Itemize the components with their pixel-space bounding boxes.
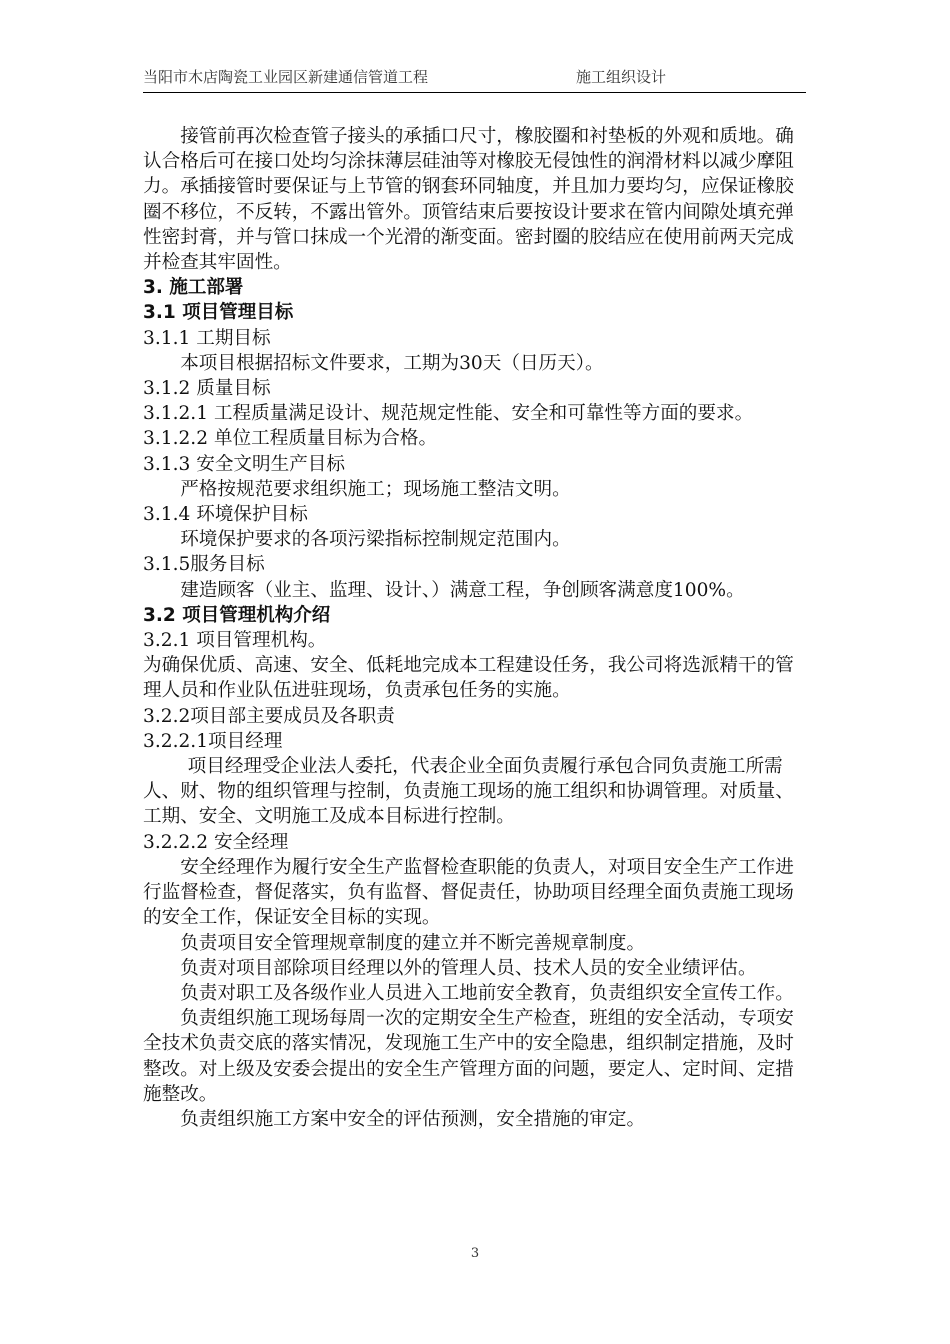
heading-3-2-1: 3.2.1 项目管理机构。 (143, 630, 327, 652)
heading-3-2: 3.2 项目管理机构介绍 (143, 604, 331, 626)
paragraph-3-1-5: 建造顾客（业主、监理、设计、）满意工程，争创顾客满意度100%。 (180, 579, 745, 601)
heading-3-2-2-1: 3.2.2.1项目经理 (143, 730, 283, 752)
page-number: 3 (470, 1246, 480, 1261)
paragraph-safety-5: 负责组织施工现场每周一次的定期安全生产检查，班组的安全活动，专项安全技术负责交底的落实情况，发现施工生产中的安全隐患，组织制定措施，及时整改。对上级及安委会提出的安全生产管理方面的问题，要定人、定时间、定措施整改。 (143, 1008, 794, 1105)
paragraph-safety-3: 负责对项目部除项目经理以外的管理人员、技术人员的安全业绩评估。 (180, 957, 757, 979)
header-project-title: 当阳市木店陶瓷工业园区新建通信管道工程 (143, 68, 429, 86)
paragraph-3-2-2-1: 项目经理受企业法人委托，代表企业全面负责履行承包合同负责施工所需人、财、物的组织管理与控制，负责施工现场的施工组织和协调管理。对质量、工期、安全、文明施工及成本目标进行控制。 (143, 756, 794, 828)
heading-3-1-3: 3.1.3 安全文明生产目标 (143, 453, 345, 475)
paragraph-pipe-jointing: 接管前再次检查管子接头的承插口尺寸，橡胶圈和衬垫板的外观和质地。确认合格后可在接口处均匀涂抹薄层硅油等对橡胶无侵蚀性的润滑材料以减少摩阻力。承插接管时要保证与上节管的钢套环同轴度，并且加力要均匀，应保证橡胶圈不移位，不反转，不露出管外。顶管结束后要按设计要求在管内间隙处填充弹性密封膏，并与管口抹成一个光滑的渐变面。密封圈的胶结应在使用前两天完成并检查其牢固性。 (143, 126, 794, 274)
heading-3-1: 3.1 项目管理目标 (143, 302, 294, 324)
document-body (143, 124, 811, 1132)
heading-3-1-2: 3.1.2 质量目标 (143, 378, 271, 400)
paragraph-3-1-3: 严格按规范要求组织施工；现场施工整洁文明。 (180, 478, 571, 500)
paragraph-3-1-1: 本项目根据招标文件要求，工期为30天（日历天）。 (180, 352, 604, 374)
paragraph-safety-1: 安全经理作为履行安全生产监督检查职能的负责人，对项目安全生产工作进行监督检查，督促落实，负有监督、督促责任，协助项目经理全面负责施工现场的安全工作，保证安全目标的实现。 (143, 856, 794, 929)
paragraph-3-1-2-1: 3.1.2.1 工程质量满足设计、规范规定性能、安全和可靠性等方面的要求。 (143, 403, 754, 425)
paragraph-3-1-2-2: 3.1.2.2 单位工程质量目标为合格。 (143, 428, 438, 450)
header-doc-title: 施工组织设计 (576, 68, 667, 86)
paragraph-safety-2: 负责项目安全管理规章制度的建立并不断完善规章制度。 (180, 932, 646, 954)
heading-3-1-4: 3.1.4 环境保护目标 (143, 504, 308, 526)
paragraph-safety-6: 负责组织施工方案中安全的评估预测，安全措施的审定。 (180, 1108, 646, 1130)
heading-3-1-1: 3.1.1 工期目标 (143, 327, 271, 349)
heading-3-1-5: 3.1.5服务目标 (143, 554, 265, 576)
heading-3-2-2: 3.2.2项目部主要成员及各职责 (143, 705, 395, 727)
paragraph-safety-4: 负责对职工及各级作业人员进入工地前安全教育，负责组织安全宣传工作。 (180, 982, 794, 1004)
paragraph-3-2-1: 为确保优质、高速、安全、低耗地完成本工程建设任务，我公司将选派精干的管理人员和作业队伍进驻现场，负责承包任务的实施。 (143, 655, 794, 702)
heading-3: 3. 施工部署 (143, 277, 244, 299)
paragraph-3-1-4: 环境保护要求的各项污梁指标控制规定范围内。 (180, 529, 571, 551)
page-header (143, 60, 806, 93)
heading-3-2-2-2: 3.2.2.2 安全经理 (143, 831, 289, 853)
